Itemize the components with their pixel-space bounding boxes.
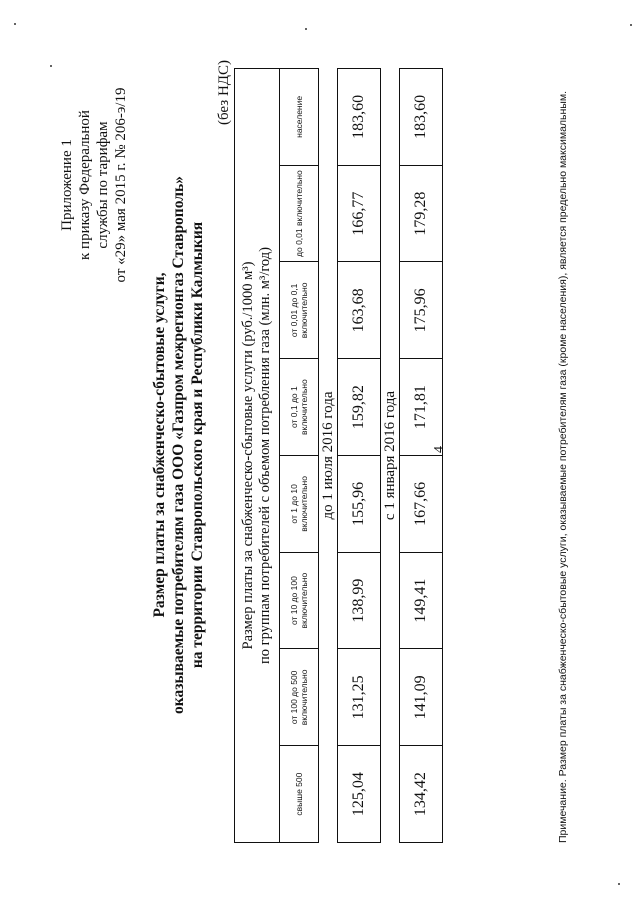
group-header: от 0,1 до 1 включительно	[280, 359, 319, 456]
title-line: Размер платы за снабженческо-сбытовые услуги,	[151, 272, 168, 618]
group-header: от 1 до 10 включительно	[280, 456, 319, 553]
scan-speck	[630, 24, 632, 26]
value-cell: 179,28	[400, 165, 443, 262]
value-cell: 183,60	[338, 69, 381, 166]
value-cell: 149,41	[400, 552, 443, 649]
appendix-line: Приложение 1	[59, 139, 75, 231]
appendix-line: от «29» мая 2015 г. № 206-э/19	[113, 87, 129, 283]
value-cell: 125,04	[338, 746, 381, 843]
period-label: с 1 января 2016 года	[381, 69, 400, 843]
appendix-reference	[58, 65, 130, 305]
value-cell: 138,99	[338, 552, 381, 649]
value-cell: 141,09	[400, 649, 443, 746]
value-cell: 131,25	[338, 649, 381, 746]
value-cell: 175,96	[400, 262, 443, 359]
scan-speck	[14, 23, 16, 25]
tariff-table	[234, 68, 443, 843]
value-cell: 171,81	[400, 359, 443, 456]
period-row	[381, 69, 400, 843]
vat-note: (без НДС)	[216, 59, 232, 125]
value-cell: 159,82	[338, 359, 381, 456]
page-number: 4	[432, 446, 447, 453]
scan-speck	[305, 28, 307, 30]
group-header: от 10 до 100 включительно	[280, 552, 319, 649]
table-header-line: Размер платы за снабженческо-сбытовые услуги (руб./1000 м³)	[240, 261, 256, 650]
group-header: от 0,01 до 0,1 включительно	[280, 262, 319, 359]
value-cell: 166,77	[338, 165, 381, 262]
appendix-line: к приказу Федеральной	[77, 110, 93, 260]
table-row	[400, 69, 443, 843]
value-cell: 155,96	[338, 456, 381, 553]
footnote: Примечание. Размер платы за снабженческо-сбытовые услуги, оказываемые потребителям газа (кроме населения), является предельно максимальным.	[557, 91, 569, 843]
value-cell: 167,66	[400, 456, 443, 553]
scan-speck	[50, 65, 52, 67]
title-line: на территории Ставропольского края и Республики Калмыкия	[189, 221, 206, 669]
title-line: оказываемые потребителям газа ООО «Газпром межрегионгаз Ставрополь»	[170, 176, 187, 714]
table-header	[235, 69, 280, 843]
group-header: от 100 до 500 включительно	[280, 649, 319, 746]
period-label: до 1 июля 2016 года	[319, 69, 338, 843]
period-row	[319, 69, 338, 843]
document-title	[150, 65, 207, 825]
group-header: до 0,01 включительно	[280, 165, 319, 262]
appendix-line: службы по тарифам	[95, 121, 111, 249]
value-cell: 183,60	[400, 69, 443, 166]
group-header: свыше 500	[280, 746, 319, 843]
group-header: население	[280, 69, 319, 166]
value-cell: 163,68	[338, 262, 381, 359]
table-row	[338, 69, 381, 843]
scan-speck	[618, 883, 620, 885]
value-cell: 134,42	[400, 746, 443, 843]
table-header-line: по группам потребителей с объемом потребления газа (млн. м³/год)	[257, 247, 273, 664]
